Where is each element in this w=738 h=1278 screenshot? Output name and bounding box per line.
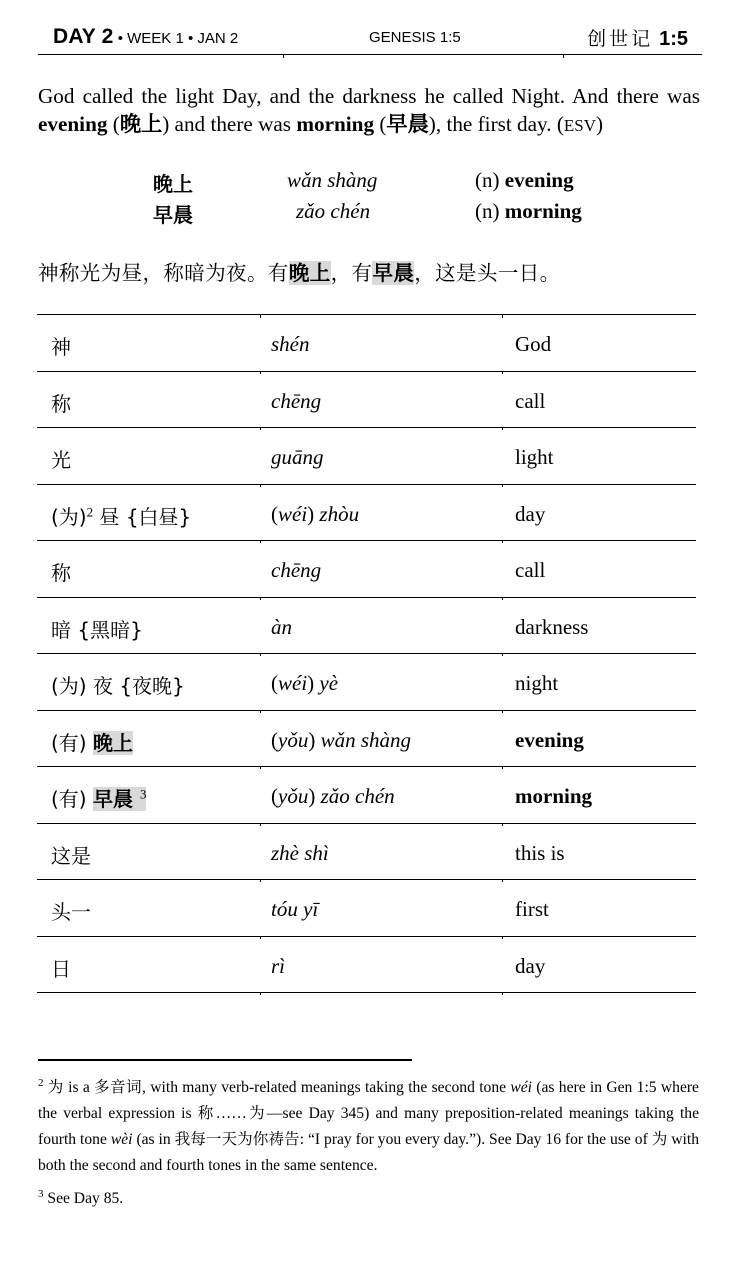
footnote-divider — [38, 1059, 412, 1061]
pinyin-prefix: yǒu — [278, 784, 309, 808]
verse-keyword-cn-morning: 早晨 — [386, 111, 429, 136]
column-tick — [502, 315, 503, 318]
cell-english: night — [515, 671, 559, 695]
footnote-text: See Day 85. — [43, 1190, 124, 1207]
verse-segment: ( — [374, 112, 387, 136]
table-row — [37, 937, 696, 994]
cell-pinyin — [271, 502, 359, 527]
cell-hanzi: 光 — [51, 448, 71, 472]
pinyin-prefix: wéi — [278, 671, 308, 695]
header-rule-tick — [283, 54, 284, 58]
day-label — [53, 25, 238, 49]
paren: ( — [271, 501, 278, 526]
table-row — [37, 598, 696, 655]
chinese-reference — [587, 24, 688, 51]
paren: ) — [308, 727, 321, 752]
chinese-segment: 神称光为昼，称暗为夜。有 — [38, 261, 289, 285]
footnote-pinyin: wèi — [110, 1131, 133, 1148]
table-row — [37, 372, 696, 429]
footnote-3 — [38, 1186, 699, 1212]
table-row — [37, 654, 696, 711]
vocab-pinyin: zǎo chén — [296, 199, 371, 223]
cell-hanzi: 日 — [51, 956, 71, 981]
pinyin-main: zǎo chén — [320, 784, 395, 808]
cell-english: darkness — [515, 614, 589, 639]
cell-pinyin: guāng — [271, 445, 324, 469]
table-row — [37, 824, 696, 881]
cell-english: day — [515, 501, 546, 526]
cell-pinyin — [271, 728, 411, 753]
footnote-ref-3[interactable]: 3 — [139, 786, 147, 802]
cell-english: morning — [515, 784, 593, 808]
hanzi-prefix: (有) — [51, 730, 93, 755]
part-of-speech: (n) — [475, 199, 505, 223]
cell-english: first — [515, 897, 549, 921]
cell-pinyin — [271, 671, 338, 696]
verse-keyword-evening: evening — [38, 112, 108, 136]
highlighted-hanzi — [93, 787, 146, 811]
table-row — [37, 428, 696, 485]
paren: ( — [271, 784, 278, 808]
footnote-2 — [38, 1075, 699, 1179]
cell-pinyin — [271, 784, 395, 809]
table-row — [37, 485, 696, 542]
table-row — [37, 767, 696, 824]
cell-pinyin: àn — [271, 614, 292, 639]
hanzi-prefix: (为) — [51, 674, 87, 698]
header-rule-tick — [563, 54, 564, 58]
cell-pinyin: chēng — [271, 558, 322, 582]
footnotes — [38, 1075, 699, 1219]
footnote-pinyin: wéi — [510, 1079, 532, 1096]
vocab-meaning: evening — [504, 168, 574, 192]
cell-hanzi: 称 — [51, 561, 71, 585]
cell-hanzi — [51, 501, 191, 530]
verse-segment: God called the light Day, and the darkness he called Night. And there was — [38, 84, 700, 108]
page-header — [38, 22, 702, 55]
table-row — [37, 711, 696, 768]
hanzi-prefix: (为) — [51, 504, 87, 529]
paren: ) — [308, 784, 321, 808]
footnote-text: (as in 我每一天为你祷告: “I pray for you every day.”). See Day 16 for the use of 为 with both the second and fourth tones in the same sentence. — [38, 1131, 699, 1174]
verse-keyword-cn-evening: 晚上 — [119, 111, 163, 136]
footnote-number: 3 — [38, 1187, 44, 1200]
pinyin-prefix: wéi — [278, 501, 308, 526]
cell-english: light — [515, 445, 554, 469]
cell-english: call — [515, 388, 546, 413]
paren: ( — [271, 727, 278, 752]
footnote-ref-2[interactable]: 2 — [86, 503, 94, 519]
book-reference: GENESIS 1:5 — [369, 29, 461, 46]
table-row — [37, 541, 696, 598]
vocab-english — [475, 199, 582, 224]
bible-version: ESV — [563, 116, 597, 135]
vocab-hanzi: 晚上 — [153, 172, 193, 196]
chinese-book-name: 创世记 — [587, 28, 654, 50]
pinyin-main: zhòu — [319, 501, 360, 526]
table-row — [37, 315, 696, 372]
cell-hanzi: 头一 — [51, 900, 91, 924]
chinese-verse — [38, 256, 561, 286]
cell-pinyin: tóu yī — [271, 897, 319, 921]
verse-segment: ), the first day. ( — [428, 112, 564, 136]
verse-segment: ) and there was — [162, 112, 297, 136]
cell-english: day — [515, 953, 546, 978]
column-tick — [260, 992, 261, 995]
pinyin-main: yè — [319, 671, 339, 695]
paren: ( — [271, 671, 278, 695]
highlighted-hanzi: 晚上 — [92, 730, 133, 755]
cell-hanzi: 这是 — [51, 843, 91, 868]
cell-pinyin: chēng — [271, 388, 322, 413]
hanzi-main: 昼 {白昼} — [93, 504, 192, 529]
vocab-meaning: morning — [504, 199, 582, 223]
chapter-verse: 1:5 — [659, 28, 688, 50]
cell-hanzi — [51, 670, 185, 699]
hanzi-prefix: (有) — [51, 787, 93, 811]
part-of-speech: (n) — [475, 168, 505, 192]
paren: ) — [307, 501, 320, 526]
verse-segment: ) — [596, 112, 604, 136]
verse-segment: ( — [107, 112, 120, 136]
hanzi-main: 早晨 — [92, 787, 140, 811]
footnote-number: 2 — [38, 1076, 44, 1089]
cell-hanzi: 神 — [51, 335, 71, 359]
verse-keyword-morning: morning — [296, 112, 375, 136]
cell-hanzi: 暗 {黑暗} — [51, 617, 143, 642]
pinyin-prefix: yǒu — [278, 727, 309, 752]
cell-hanzi: 称 — [51, 391, 71, 416]
column-tick — [502, 992, 503, 995]
footnote-text: (as here in Gen 1:5 where the verbal expression is 称……为—see Day 345) and many preposition-related meanings taking the fourth tone — [38, 1079, 699, 1148]
cell-english: God — [515, 332, 552, 356]
highlighted-word-morning: 早晨 — [372, 261, 415, 285]
cell-pinyin: zhè shì — [271, 840, 329, 865]
cell-pinyin: rì — [271, 953, 286, 978]
cell-hanzi — [51, 727, 133, 756]
week-date: • WEEK 1 • JAN 2 — [113, 30, 239, 47]
verse-text — [38, 82, 700, 140]
cell-english: this is — [515, 840, 565, 865]
cell-english: evening — [515, 727, 584, 752]
column-tick — [260, 315, 261, 318]
table-row — [37, 880, 696, 937]
vocab-hanzi: 早晨 — [153, 203, 193, 227]
hanzi-main: 夜 {夜晚} — [86, 674, 185, 698]
vocab-pinyin: wǎn shàng — [287, 168, 378, 192]
cell-hanzi — [51, 783, 146, 812]
cell-pinyin: shén — [271, 332, 310, 356]
highlighted-word-evening: 晚上 — [288, 261, 331, 285]
cell-english: call — [515, 558, 546, 582]
day-number: DAY 2 — [53, 25, 114, 48]
chinese-segment: ，有 — [330, 261, 373, 285]
vocab-english — [475, 168, 574, 193]
chinese-segment: ，这是头一日。 — [414, 261, 561, 285]
paren: ) — [307, 671, 320, 695]
footnote-text: 为 is a 多音词, with many verb-related meanings taking the second tone — [43, 1079, 511, 1096]
pinyin-main: wǎn shàng — [320, 727, 412, 752]
gloss-table — [37, 314, 696, 993]
